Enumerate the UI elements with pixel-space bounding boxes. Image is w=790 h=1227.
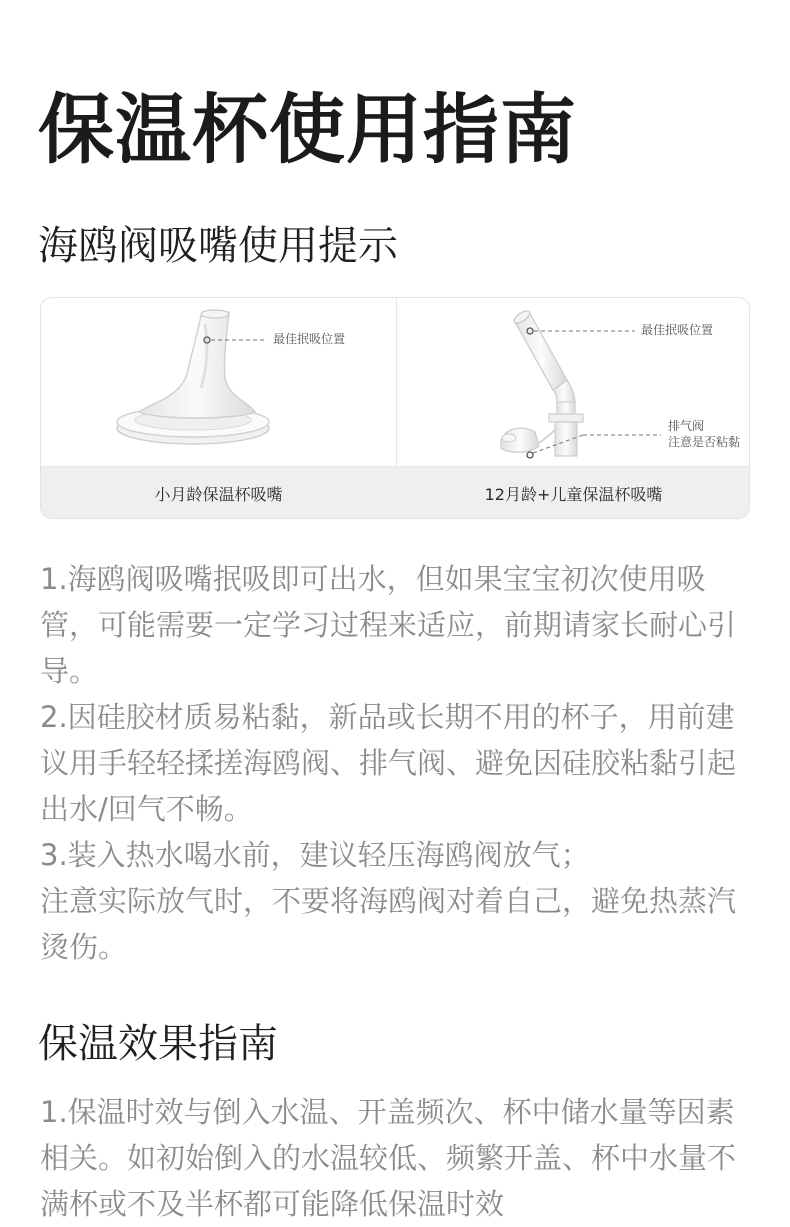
spout-tips-text bbox=[40, 556, 755, 970]
infant-spout-panel bbox=[41, 298, 396, 466]
grip-position-callout: 最佳抿吸位置 bbox=[641, 323, 714, 337]
insulation-paragraph-1: 1.保温时效与倒入水温、开盖频次、杯中储水量等因素相关。如初始倒入的水温较低、频繁开盖、杯中水量不满杯或不及半杯都可能降低保温时效 bbox=[40, 1095, 737, 1221]
tip-paragraph-4: 注意实际放气时，不要将海鸥阀对着自己，避免热蒸汽烫伤。 bbox=[40, 884, 737, 964]
tip-paragraph-2: 2.因硅胶材质易粘黏，新品或长期不用的杯子，用前建议用手轻轻揉搓海鸥阀、排气阀、避免因硅胶粘黏引起出水/回气不畅。 bbox=[40, 700, 737, 826]
toddler-straw-caption: 12月龄+儿童保温杯吸嘴 bbox=[484, 485, 663, 504]
vent-valve-warning-callout: 注意是否粘黏 bbox=[668, 435, 741, 449]
spout-comparison-card bbox=[40, 297, 750, 519]
toddler-straw-panel bbox=[396, 298, 750, 466]
insulation-text bbox=[40, 1089, 755, 1227]
vent-valve-callout: 排气阀 bbox=[668, 419, 705, 433]
tip-paragraph-1: 1.海鸥阀吸嘴抿吸即可出水，但如果宝宝初次使用吸管，可能需要一定学习过程来适应，前期请家长耐心引导。 bbox=[40, 562, 737, 688]
infant-spout-image bbox=[41, 298, 396, 466]
section-heading-insulation: 保温效果指南 bbox=[38, 1021, 278, 1067]
page-title: 保温杯使用指南 bbox=[38, 85, 577, 174]
tip-paragraph-3: 3.装入热水喝水前，建议轻压海鸥阀放气； bbox=[40, 838, 590, 872]
section-heading-spout-tips: 海鸥阀吸嘴使用提示 bbox=[38, 223, 398, 269]
grip-position-callout: 最佳抿吸位置 bbox=[273, 332, 346, 346]
infant-spout-caption: 小月龄保温杯吸嘴 bbox=[154, 485, 283, 504]
